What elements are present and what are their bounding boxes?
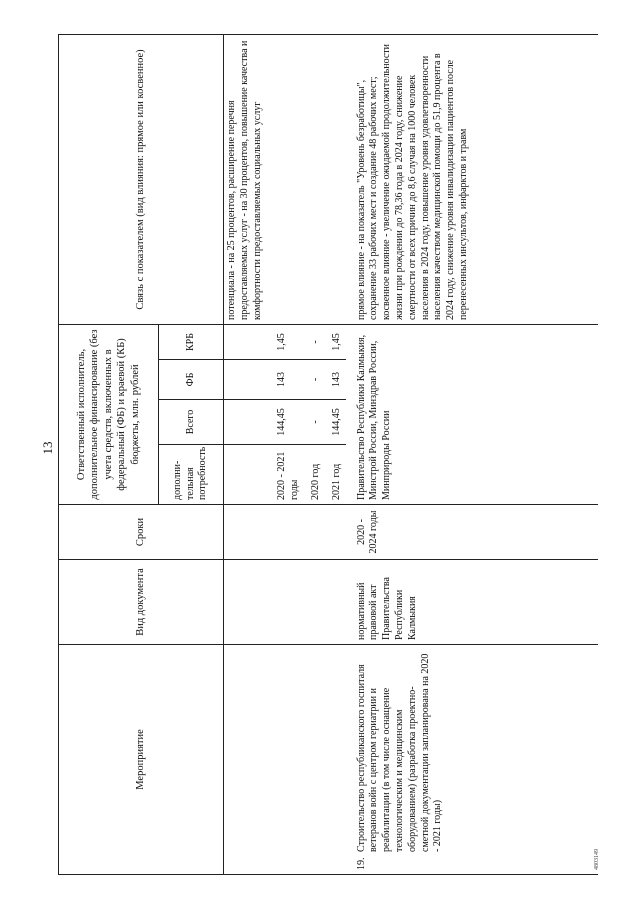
header-executor: Ответственный исполнитель, дополнительное финансирование (без учета средств, включенных в федеральный (ФБ) и краевой (КБ) бюджеты, млн. рублей [59,325,159,505]
measure-cell [346,645,598,875]
header-row [59,35,159,875]
subheader-total: Всего [159,400,224,445]
document-code: 4803149 [594,849,600,870]
finance-total: - [304,400,325,445]
finance-fb: 143 [266,360,304,400]
continuation-text: потенциала - на 25 процентов, расширение перечня предоставляемых услуг - на 30 процентов, повышение качества и комфортности предоставляемых социальных услуг [224,35,267,325]
finance-krb: 1,45 [325,325,346,360]
finance-krb: 1,45 [266,325,304,360]
doc-type-cell: нормативный правовой акт Правительства Республики Калмыкия [346,560,598,645]
finance-total: 144,45 [325,400,346,445]
rotated-table-container [58,35,578,875]
header-link: Связь с показателем (вид влияния: прямое или косвенное) [59,35,224,325]
deadline-cell: 2020 - 2024 годы [346,505,598,560]
finance-period: 2020 - 2021 годы [266,445,304,505]
row-number: 19. [355,857,367,870]
finance-krb: - [304,325,325,360]
table-row [346,35,598,875]
link-cell: прямое влияние - на показатель "Уровень безработицы", сохранение 33 рабочих мест и создание 48 рабочих мест; косвенное влияние - увеличение ожидаемой продолжительности жизни при рождении до 78,36 года в 2024 году, снижение смертности от всех причин до 8,6 случая на 1000 человек населения в 2024 году, повышение уровня удовлетворенности населения качеством медицинской помощи до 51,9 процента в 2024 году, снижение уровня инвалидизации пациентов после перенесенных инсультов, инфарктов и травм [346,35,598,325]
header-measure: Мероприятие [59,645,224,875]
page-number: 13 [40,441,55,455]
subheader-krb: КРБ [159,325,224,360]
header-doc-type: Вид документа [59,560,224,645]
finance-row [266,35,304,875]
subheader-need: дополни-тельная потребность [159,445,224,505]
finance-fb: - [304,360,325,400]
finance-period: 2020 год [304,445,325,505]
executor-cell: Правительство Республики Калмыкия, Минстрой России, Минздрав России, Минприроды России [346,325,598,505]
measure-text: Строительство республиканского госпиталя ветеранов войн с центром гериатрии и реабилитации (в том числе оснащение технологическим и медицинским оборудованием) (разработка проектно-сметной документации запланирована на 2020 - 2021 годы) [355,653,444,852]
finance-fb: 143 [325,360,346,400]
continuation-row [224,35,267,875]
finance-row [325,35,346,875]
header-deadline: Сроки [59,505,224,560]
finance-total: 144,45 [266,400,304,445]
finance-row [304,35,325,875]
measures-table [58,34,598,875]
finance-period: 2021 год [325,445,346,505]
subheader-fb: ФБ [159,360,224,400]
